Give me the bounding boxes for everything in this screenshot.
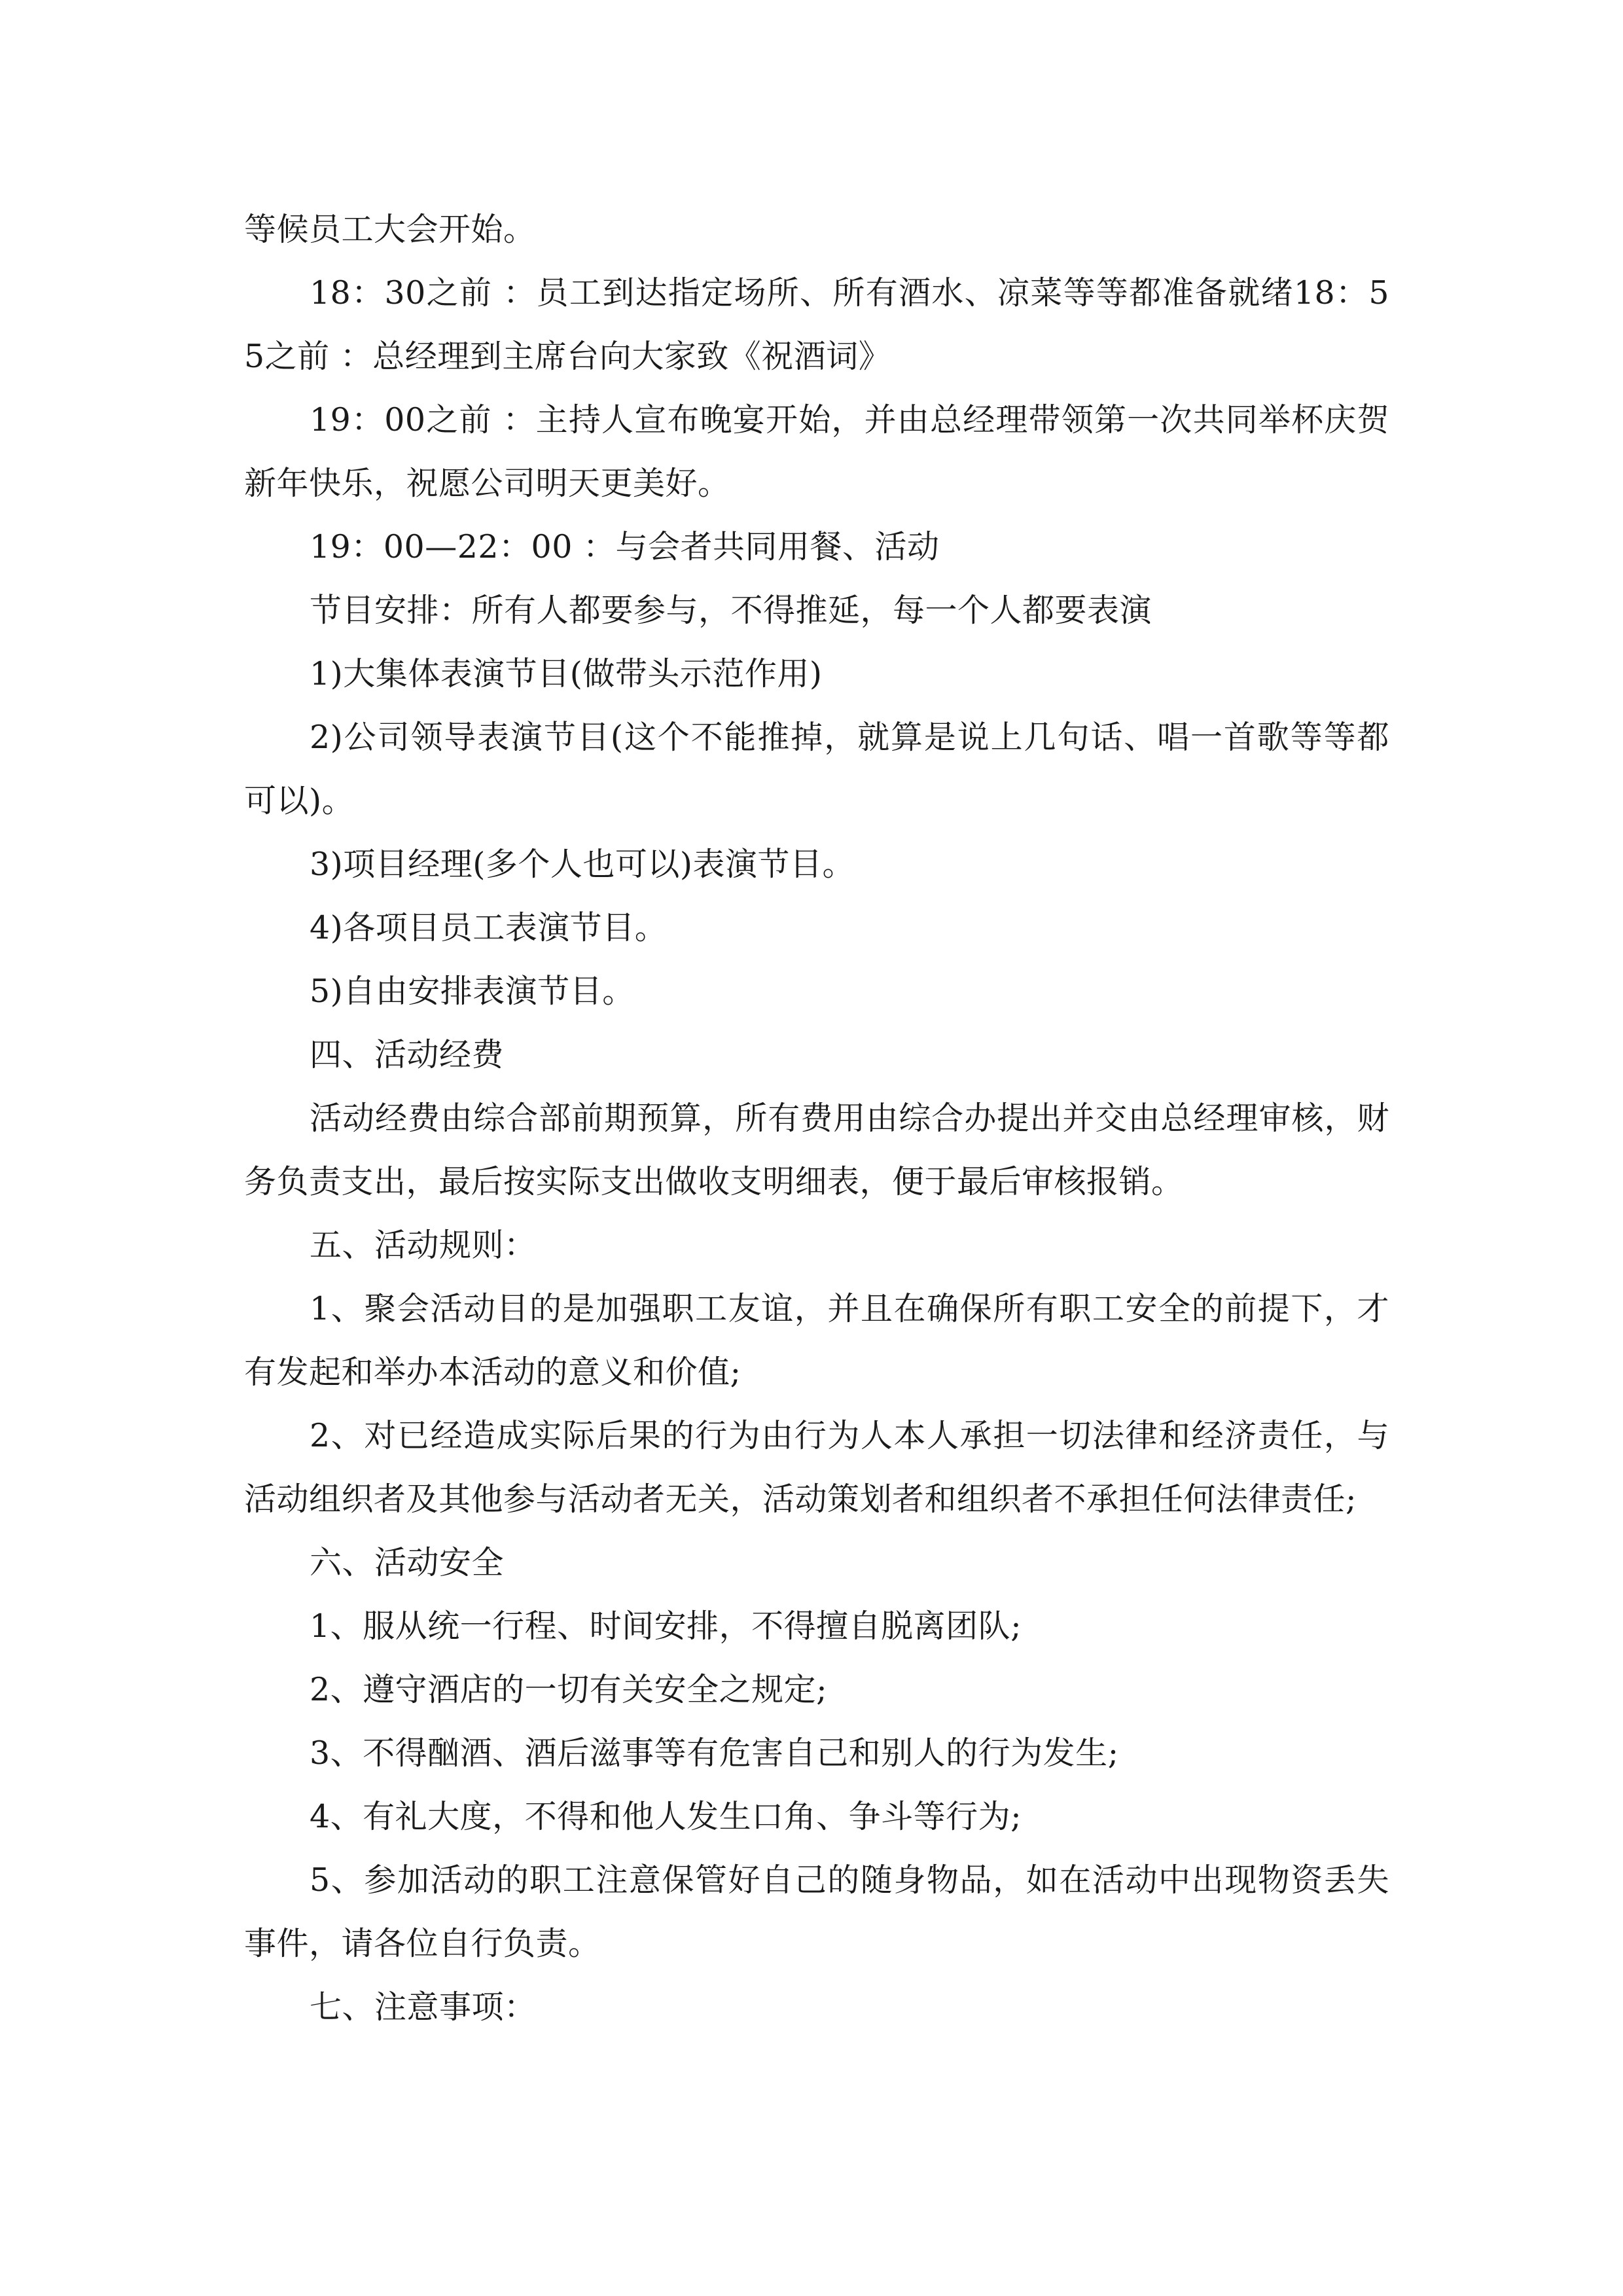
- list-item-program-2: 2)公司领导表演节目(这个不能推掉，就算是说上几句话、唱一首歌等等都可以)。: [244, 719, 1389, 819]
- section-heading-funding: 四、活动经费: [310, 1036, 505, 1073]
- list-item-rule-1: 1、聚会活动目的是加强职工友谊，并且在确保所有职工安全的前提下，才有发起和举办本活动的意义和价值;: [244, 1290, 1389, 1391]
- list-item-program-1: 1)大集体表演节目(做带头示范作用): [310, 655, 823, 692]
- list-item-safety-3: 3、不得酗酒、酒后滋事等有危害自己和别人的行为发生;: [310, 1734, 1119, 1772]
- list-item-safety-1: 1、服从统一行程、时间安排，不得擅自脱离团队;: [310, 1607, 1022, 1645]
- list-item-program-4: 4)各项目员工表演节目。: [310, 909, 668, 946]
- paragraph-schedule-1900: 19：00之前 ：主持人宣布晚宴开始，并由总经理带领第一次共同举杯庆贺新年快乐，祝愿公司明天更美好。: [244, 401, 1389, 502]
- paragraph-program-arrangement: 节目安排：所有人都要参与，不得推延，每一个人都要表演: [310, 592, 1152, 629]
- list-item-program-5: 5)自由安排表演节目。: [310, 973, 635, 1010]
- document-body: [244, 198, 1389, 2039]
- list-item-safety-2: 2、遵守酒店的一切有关安全之规定;: [310, 1671, 828, 1708]
- paragraph-schedule-1830: 18：30之前 ：员工到达指定场所、所有酒水、凉菜等等都准备就绪18：55之前 ：总经理到主席台向大家致《祝酒词》: [244, 274, 1389, 375]
- section-heading-safety: 六、活动安全: [310, 1544, 505, 1581]
- paragraph-funding: 活动经费由综合部前期预算，所有费用由综合办提出并交由总经理审核，财务负责支出，最后按实际支出做收支明细表，便于最后审核报销。: [244, 1100, 1389, 1200]
- list-item-rule-2: 2、对已经造成实际后果的行为由行为人本人承担一切法律和经济责任，与活动组织者及其他参与活动者无关，活动策划者和组织者不承担任何法律责任;: [244, 1417, 1389, 1518]
- list-item-safety-5: 5、参加活动的职工注意保管好自己的随身物品，如在活动中出现物资丢失事件，请各位自行负责。: [244, 1861, 1389, 1962]
- paragraph-schedule-1900-2200: 19：00—22：00 ：与会者共同用餐、活动: [310, 528, 940, 565]
- list-item-program-3: 3)项目经理(多个人也可以)表演节目。: [310, 846, 855, 883]
- section-heading-rules: 五、活动规则：: [310, 1227, 537, 1264]
- section-heading-notes: 七、注意事项：: [310, 1988, 537, 2026]
- paragraph-continuation: 等候员工大会开始。: [244, 211, 536, 248]
- list-item-safety-4: 4、有礼大度，不得和他人发生口角、争斗等行为;: [310, 1798, 1022, 1835]
